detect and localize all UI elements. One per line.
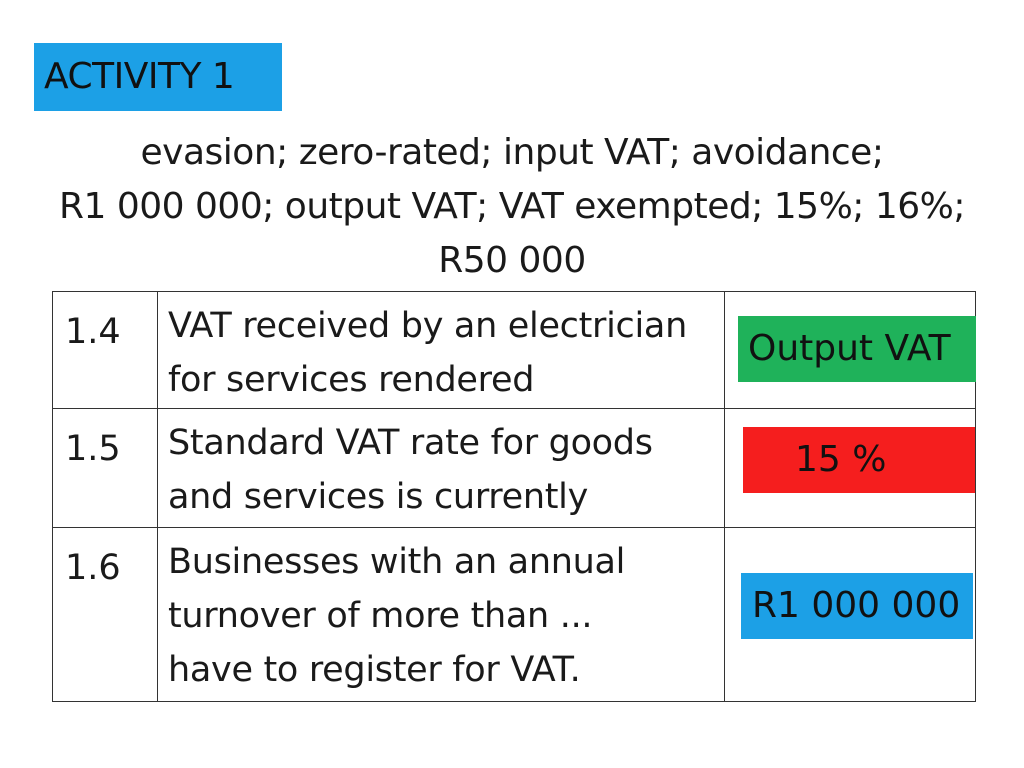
question-line: Standard VAT rate for goods xyxy=(168,423,653,463)
question-text xyxy=(158,409,725,528)
table-row xyxy=(53,292,976,409)
question-number: 1.4 xyxy=(53,292,158,409)
table-row xyxy=(53,409,976,528)
question-number: 1.5 xyxy=(53,409,158,528)
answer-cell xyxy=(725,409,976,528)
question-line: and services is currently xyxy=(168,477,588,517)
answer-box: Output VAT xyxy=(738,316,976,382)
word-bank-line: R1 000 000; output VAT; VAT exempted; 15%; 16%; xyxy=(59,186,965,227)
questions-table xyxy=(52,291,976,702)
answer-box: R1 000 000 xyxy=(741,573,973,639)
question-text xyxy=(158,292,725,409)
question-number: 1.6 xyxy=(53,528,158,702)
answer-box: 15 % xyxy=(743,427,975,493)
question-line: Businesses with an annual xyxy=(168,542,626,582)
question-line: for services rendered xyxy=(168,360,535,400)
word-bank-line: R50 000 xyxy=(438,240,586,281)
question-line: turnover of more than ... xyxy=(168,596,593,636)
question-line: VAT received by an electrician xyxy=(168,306,687,346)
word-bank xyxy=(0,126,1024,288)
answer-cell xyxy=(725,528,976,702)
answer-cell xyxy=(725,292,976,409)
word-bank-line: evasion; zero-rated; input VAT; avoidance; xyxy=(140,132,884,173)
activity-heading: ACTIVITY 1 xyxy=(34,43,282,111)
question-text xyxy=(158,528,725,702)
table-row xyxy=(53,528,976,702)
question-line: have to register for VAT. xyxy=(168,650,581,690)
